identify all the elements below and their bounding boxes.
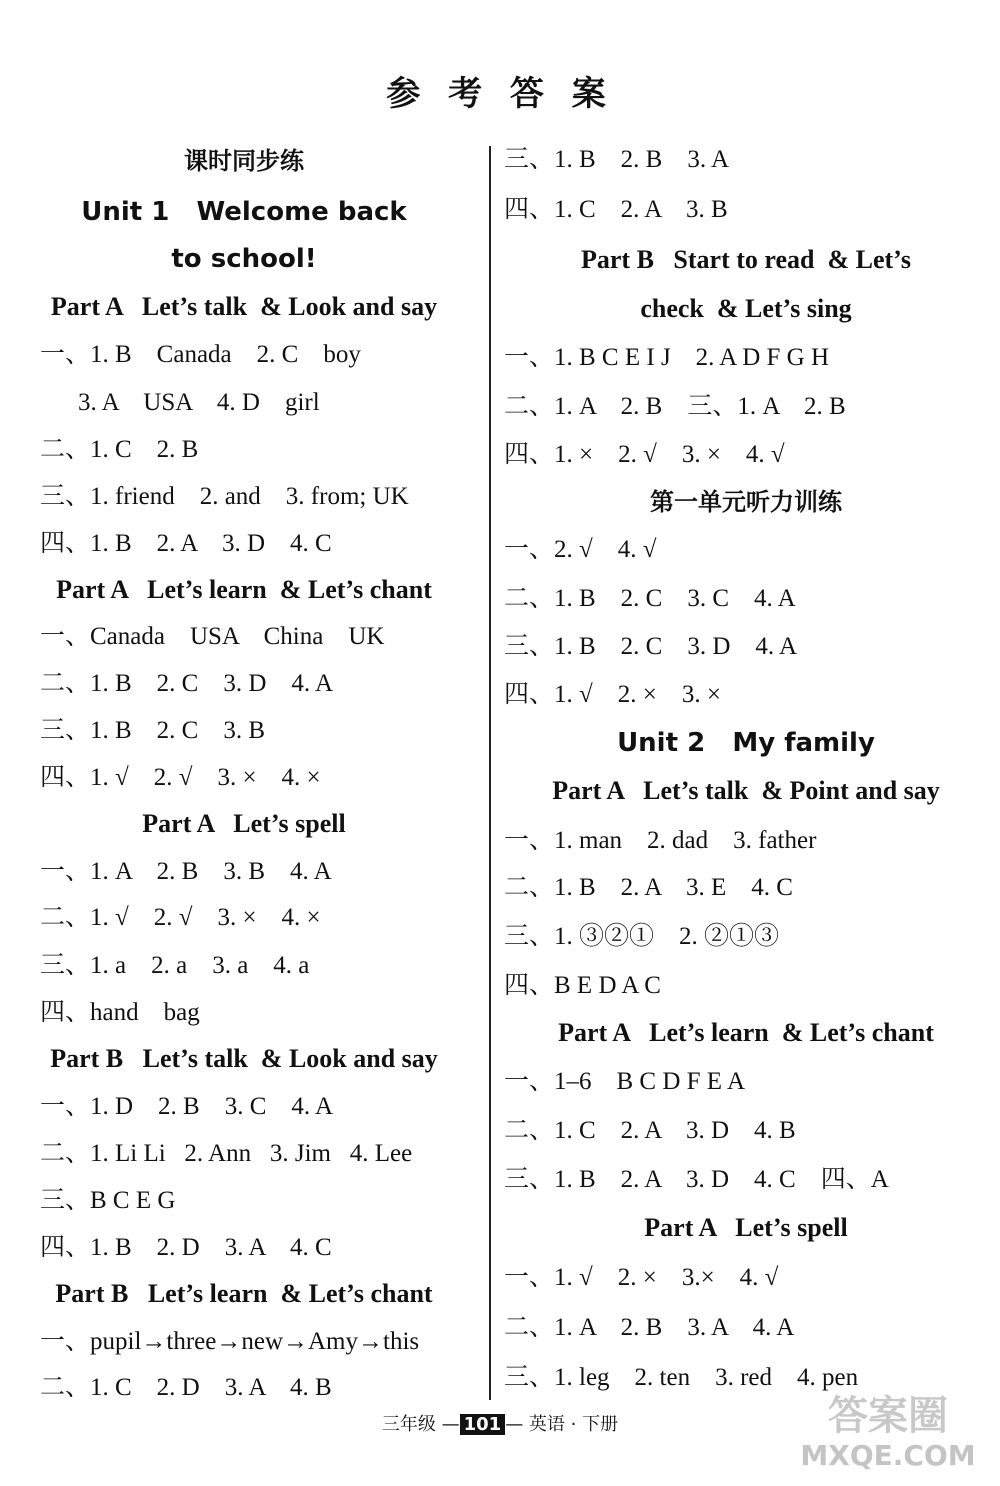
answer-line: 三、1. B 2. C 3. D 4. A <box>504 633 798 660</box>
answer-line: 一、1. D 2. B 3. C 4. A <box>40 1093 334 1120</box>
answer-line: 二、1. B 2. A 3. E 4. C <box>504 874 793 901</box>
unit1-title-line1: Unit 1 Welcome back <box>81 197 407 227</box>
answer-line: 一、1. man 2. dad 3. father <box>504 827 817 854</box>
part-heading: Part A Let’s spell <box>142 809 346 838</box>
part-heading: check & Let’s sing <box>640 294 852 323</box>
answer-line: 一、1. B Canada 2. C boy <box>40 341 361 368</box>
watermark-logo: 答案圈 <box>828 1393 948 1439</box>
answer-line: 二、1. B 2. C 3. C 4. A <box>504 585 796 612</box>
answer-line: 四、1. √ 2. × 3. × <box>504 681 721 708</box>
answer-line: 四、1. √ 2. √ 3. × 4. × <box>40 764 321 791</box>
answer-line: 四、hand bag <box>40 999 200 1026</box>
answer-line: 三、1. B 2. A 3. D 4. C 四、A <box>504 1166 889 1193</box>
answer-line: 二、1. C 2. B <box>40 436 199 463</box>
answer-line: 四、1. × 2. √ 3. × 4. √ <box>504 441 785 468</box>
part-heading: Part A Let’s talk & Point and say <box>552 776 940 805</box>
section-title: 课时同步练 <box>184 147 304 175</box>
answer-line: 一、pupil→three→new→Amy→this <box>40 1328 420 1355</box>
part-heading: Part A Let’s spell <box>644 1213 848 1242</box>
unit2-title: Unit 2 My family <box>617 728 875 758</box>
answer-line: 一、1. √ 2. × 3.× 4. √ <box>504 1264 779 1291</box>
answer-line: 三、1. B 2. B 3. A <box>504 146 730 173</box>
footer-subject: — 英语 · 下册 <box>505 1414 619 1435</box>
column-divider <box>489 146 491 1400</box>
answer-line: 二、1. Li Li 2. Ann 3. Jim 4. Lee <box>40 1140 413 1167</box>
answer-line: 三、1. a 2. a 3. a 4. a <box>40 952 310 979</box>
part-heading: Part A Let’s learn & Let’s chant <box>56 575 432 604</box>
unit1-title-line2: to school! <box>171 244 317 274</box>
answer-line: 四、1. B 2. A 3. D 4. C <box>40 530 332 557</box>
part-heading: Part B Let’s learn & Let’s chant <box>55 1279 433 1308</box>
part-heading: Part A Let’s talk & Look and say <box>50 292 438 321</box>
answer-line: 四、B E D A C <box>504 972 661 999</box>
watermark-site: MXQE.COM <box>800 1439 976 1472</box>
answer-line: 三、B C E G <box>40 1187 176 1214</box>
answer-line: 3. A USA 4. D girl <box>78 389 320 416</box>
part-heading: Part A Let’s learn & Let’s chant <box>558 1018 934 1047</box>
answer-line: 二、1. A 2. B 三、1. A 2. B <box>504 393 846 420</box>
answer-line: 一、Canada USA China UK <box>40 623 385 650</box>
answer-line: 二、1. C 2. D 3. A 4. B <box>40 1374 332 1401</box>
answer-line: 一、2. √ 4. √ <box>504 536 657 563</box>
answer-line: 三、1. friend 2. and 3. from; UK <box>40 483 409 510</box>
part-heading: Part B Start to read & Let’s <box>581 245 911 274</box>
answer-line: 四、1. B 2. D 3. A 4. C <box>40 1234 332 1261</box>
answer-line: 四、1. C 2. A 3. B <box>504 196 728 223</box>
part-heading: Part B Let’s talk & Look and say <box>50 1044 438 1073</box>
answer-line: 一、1–6 B C D F E A <box>504 1068 746 1095</box>
answer-line: 二、1. B 2. C 3. D 4. A <box>40 670 334 697</box>
answer-line: 二、1. √ 2. √ 3. × 4. × <box>40 904 321 931</box>
watermark <box>790 1392 986 1478</box>
listening-section-title: 第一单元听力训练 <box>650 488 842 516</box>
answer-line: 三、1. leg 2. ten 3. red 4. pen <box>504 1364 859 1391</box>
answer-line: 三、1. ③②① 2. ②①③ <box>504 923 780 950</box>
answer-line: 三、1. B 2. C 3. B <box>40 717 266 744</box>
footer-grade: 三年级 — <box>381 1414 460 1435</box>
page-number: 101 <box>460 1414 506 1435</box>
answer-line: 一、1. A 2. B 3. B 4. A <box>40 858 332 885</box>
page-title: 参 考 答 案 <box>386 74 614 114</box>
answer-line: 二、1. C 2. A 3. D 4. B <box>504 1117 796 1144</box>
answer-line: 二、1. A 2. B 3. A 4. A <box>504 1314 795 1341</box>
answer-line: 一、1. B C E I J 2. A D F G H <box>504 344 830 371</box>
